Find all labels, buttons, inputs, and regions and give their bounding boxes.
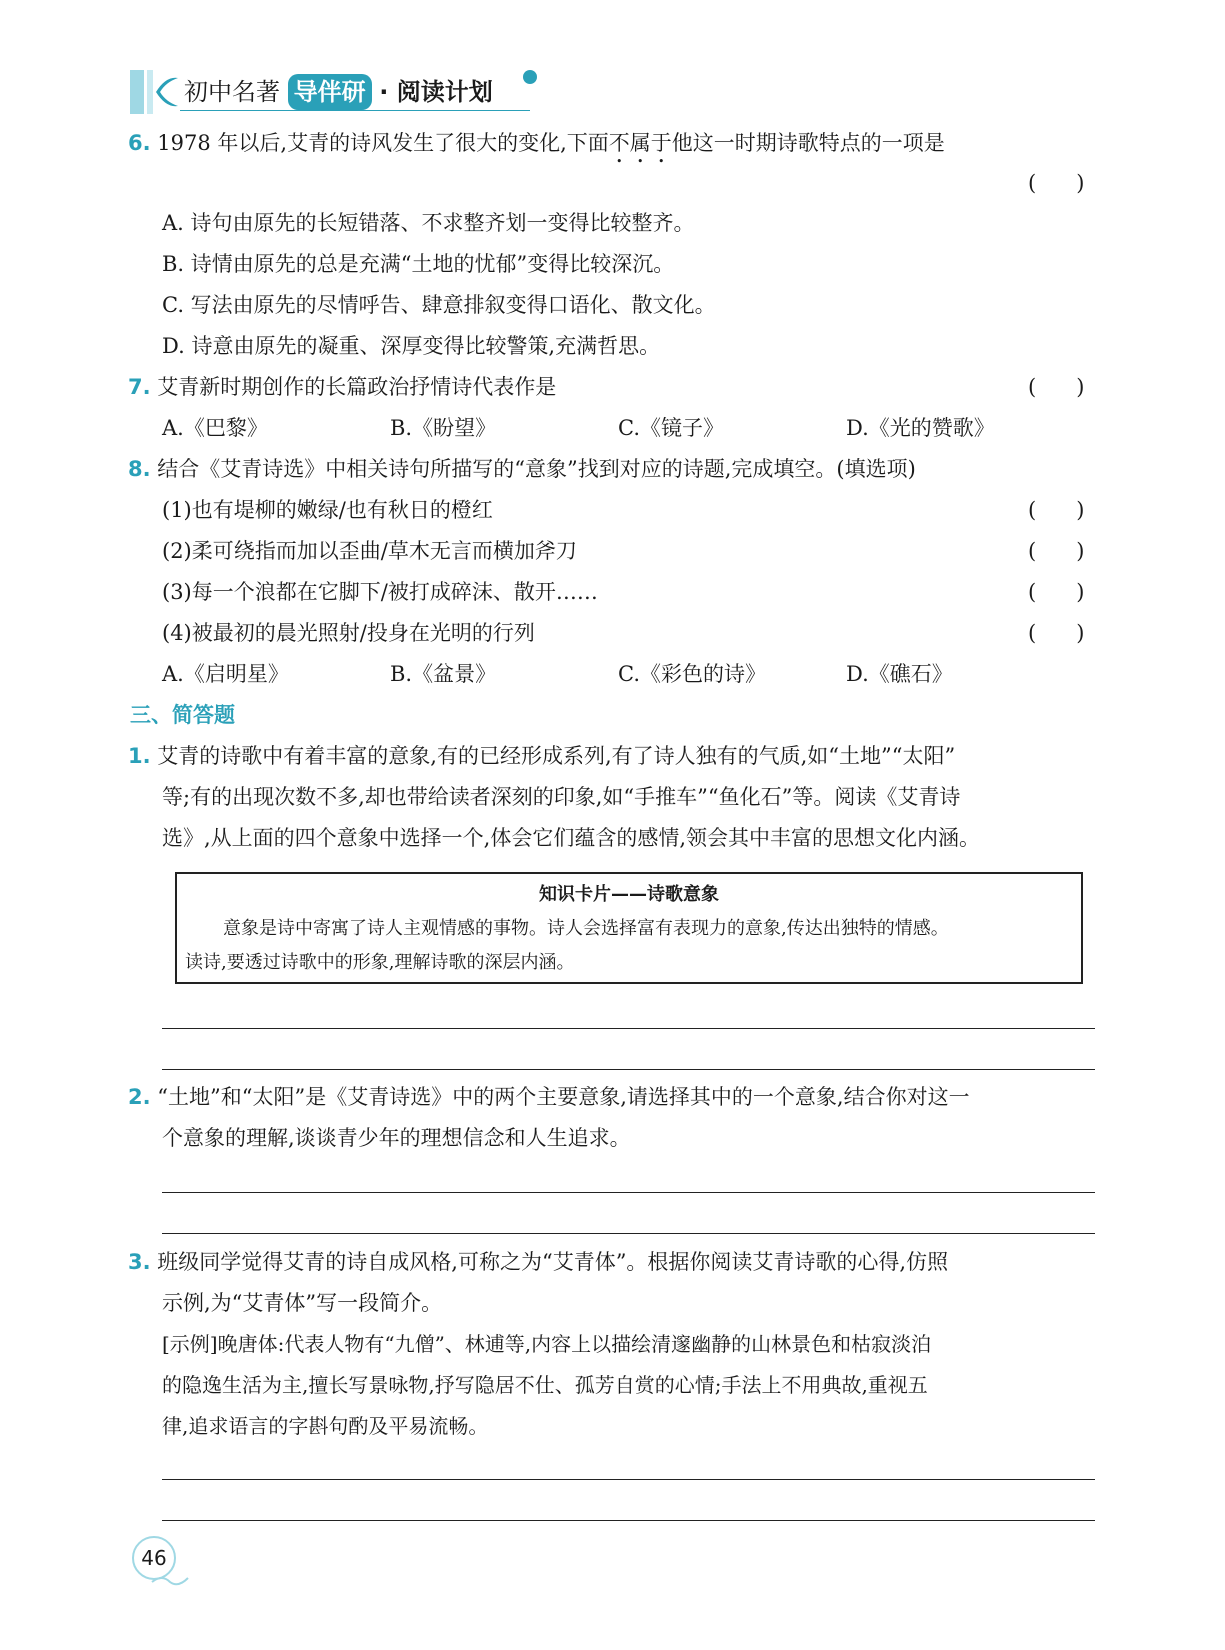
knowledge-card-text: 意象是诗中寄寓了诗人主观情感的事物。诗人会选择富有表现力的意象,传达出独特的情感。 xyxy=(223,918,949,939)
option-b: B.《盆景》 xyxy=(390,662,497,686)
question-number: 8. xyxy=(128,457,151,481)
flourish-icon xyxy=(150,1572,190,1588)
question-8 xyxy=(128,454,916,484)
knowledge-card-title: 知识卡片——诗歌意象 xyxy=(539,884,719,905)
option-a: A.《巴黎》 xyxy=(162,416,268,440)
short-answer-1-line xyxy=(128,741,955,771)
header-title-left: 初中名著 xyxy=(184,78,280,106)
question-text: 选》,从上面的四个意象中选择一个,体会它们蕴含的感情,领会其中丰富的思想文化内涵。 xyxy=(162,826,981,850)
question-text: 示例,为“艾青体”写一段简介。 xyxy=(162,1291,443,1315)
question-number: 2. xyxy=(128,1085,151,1109)
answer-line[interactable] xyxy=(162,1028,1095,1029)
option-a: A.《启明星》 xyxy=(162,662,289,686)
example-text: 的隐逸生活为主,擅长写景咏物,抒写隐居不仕、孤芳自赏的心情;手法上不用典故,重视五 xyxy=(162,1373,928,1397)
question-7 xyxy=(128,372,556,402)
emphasis-char: 于 xyxy=(650,131,672,155)
question-number: 1. xyxy=(128,744,151,768)
question-text: 等;有的出现次数不多,却也带给读者深刻的印象,如“手推车”“鱼化石”等。阅读《艾青诗 xyxy=(162,785,961,809)
option-d: D.《礁石》 xyxy=(846,662,953,686)
question-number: 7. xyxy=(128,375,151,399)
answer-bracket[interactable]: ( ) xyxy=(1028,375,1085,399)
section-title: 三、简答题 xyxy=(130,703,235,727)
question-text: 个意象的理解,谈谈青少年的理想信念和人生追求。 xyxy=(162,1126,631,1150)
question-number: 6. xyxy=(128,131,151,155)
option-c: C.《镜子》 xyxy=(618,416,724,440)
fill-item-2: (2)柔可绕指而加以歪曲/草木无言而横加斧刀 xyxy=(162,539,577,563)
option-c: C. 写法由原先的尽情呼告、肆意排叙变得口语化、散文化。 xyxy=(162,293,716,317)
option-d: D. 诗意由原先的凝重、深厚变得比较警策,充满哲思。 xyxy=(162,334,661,358)
question-text: 班级同学觉得艾青的诗自成风格,可称之为“艾青体”。根据你阅读艾青诗歌的心得,仿照 xyxy=(157,1250,949,1274)
header-title-right: · 阅读计划 xyxy=(379,78,493,106)
question-6-post: 他这一时期诗歌特点的一项是 xyxy=(671,131,945,155)
header-title xyxy=(184,74,493,110)
question-6-pre: 1978 年以后,艾青的诗风发生了很大的变化,下面 xyxy=(157,131,609,155)
header-underline xyxy=(180,110,530,111)
option-b: B. 诗情由原先的总是充满“土地的忧郁”变得比较深沉。 xyxy=(162,252,675,276)
answer-line[interactable] xyxy=(162,1520,1095,1521)
header-accent-bar xyxy=(130,70,144,114)
knowledge-card xyxy=(175,872,1083,984)
answer-line[interactable] xyxy=(162,1479,1095,1480)
option-a: A. 诗句由原先的长短错落、不求整齐划一变得比较整齐。 xyxy=(162,211,695,235)
leaf-icon xyxy=(152,72,182,112)
question-6 xyxy=(128,128,945,158)
fill-item-3: (3)每一个浪都在它脚下/被打成碎沫、散开…… xyxy=(162,580,598,604)
question-text: “土地”和“太阳”是《艾青诗选》中的两个主要意象,请选择其中的一个意象,结合你对这一 xyxy=(157,1085,970,1109)
page-number: 46 xyxy=(141,1546,167,1570)
short-answer-3-line xyxy=(128,1247,948,1277)
question-number: 3. xyxy=(128,1250,151,1274)
answer-line[interactable] xyxy=(162,1192,1095,1193)
emphasis-char: 属 xyxy=(629,131,651,155)
short-answer-2-line xyxy=(128,1082,970,1112)
answer-bracket[interactable]: ( ) xyxy=(1028,580,1085,604)
knowledge-card-text: 读诗,要透过诗歌中的形象,理解诗歌的深层内涵。 xyxy=(185,952,575,973)
header-dot xyxy=(523,70,537,84)
answer-bracket[interactable]: ( ) xyxy=(1028,539,1085,563)
question-text: 艾青的诗歌中有着丰富的意象,有的已经形成系列,有了诗人独有的气质,如“土地”“太阳” xyxy=(157,744,956,768)
option-b: B.《盼望》 xyxy=(390,416,497,440)
option-c: C.《彩色的诗》 xyxy=(618,662,766,686)
fill-item-1: (1)也有堤柳的嫩绿/也有秋日的橙红 xyxy=(162,498,493,522)
question-7-text: 艾青新时期创作的长篇政治抒情诗代表作是 xyxy=(157,375,557,399)
answer-bracket[interactable]: ( ) xyxy=(1028,621,1085,645)
emphasis-char: 不 xyxy=(608,131,630,155)
example-text: [示例]晚唐体:代表人物有“九僧”、林逋等,内容上以描绘清邃幽静的山林景色和枯寂淡泊 xyxy=(162,1332,932,1356)
header-badge: 导伴研 xyxy=(288,74,372,110)
question-8-text: 结合《艾青诗选》中相关诗句所描写的“意象”找到对应的诗题,完成填空。(填选项) xyxy=(157,457,916,481)
option-d: D.《光的赞歌》 xyxy=(846,416,995,440)
answer-line[interactable] xyxy=(162,1069,1095,1070)
fill-item-4: (4)被最初的晨光照射/投身在光明的行列 xyxy=(162,621,535,645)
answer-bracket[interactable]: ( ) xyxy=(1028,498,1085,522)
example-text: 律,追求语言的字斟句酌及平易流畅。 xyxy=(162,1414,489,1438)
answer-line[interactable] xyxy=(162,1233,1095,1234)
answer-bracket[interactable]: ( ) xyxy=(1028,171,1085,195)
